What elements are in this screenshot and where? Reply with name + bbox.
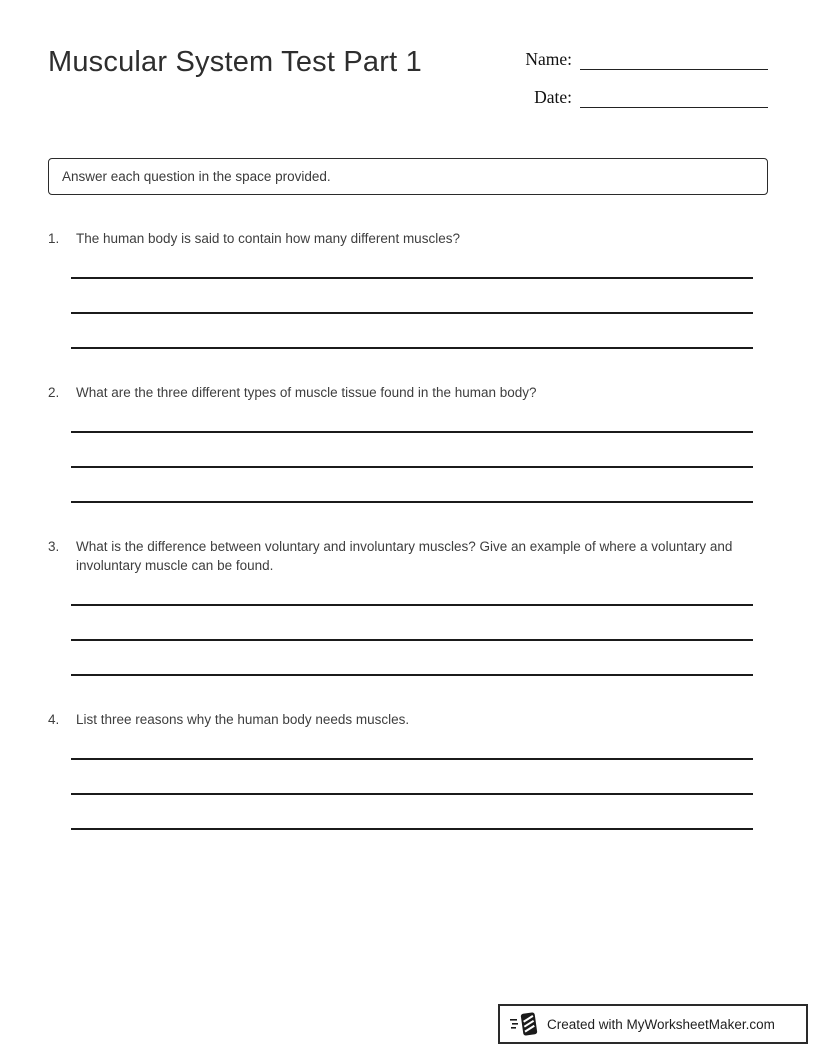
answer-line[interactable]: [71, 795, 753, 830]
name-label: Name:: [525, 49, 572, 69]
question-4: [48, 710, 753, 830]
answer-line[interactable]: [71, 760, 753, 795]
question-text: List three reasons why the human body needs muscles.: [76, 712, 410, 727]
name-date-block: [520, 46, 768, 124]
answer-line[interactable]: [71, 575, 753, 606]
answer-line[interactable]: [71, 468, 753, 503]
credit-text: Created with MyWorksheetMaker.com: [547, 1016, 775, 1032]
answer-line[interactable]: [71, 641, 753, 676]
name-input-line[interactable]: [580, 48, 768, 70]
name-row: [520, 48, 768, 70]
question-number: 1.: [48, 231, 60, 246]
question-list: [48, 229, 753, 830]
date-input-line[interactable]: [580, 86, 768, 108]
question-3: [48, 537, 753, 676]
question-text: What is the difference between voluntary and involuntary muscles? Give an example of where a voluntary and involuntary muscle can be found.: [76, 539, 733, 573]
question-3-row: [48, 537, 753, 575]
answer-line[interactable]: [71, 279, 753, 314]
header: [0, 0, 816, 124]
answer-line[interactable]: [71, 314, 753, 349]
question-2-answer-area: [71, 402, 753, 503]
date-row: [520, 86, 768, 108]
question-2: [48, 383, 753, 503]
credit-box: [498, 1004, 808, 1044]
question-3-answer-area: [71, 575, 753, 676]
answer-line[interactable]: [71, 606, 753, 641]
question-number: 2.: [48, 385, 60, 400]
question-4-answer-area: [71, 729, 753, 830]
question-number: 4.: [48, 712, 60, 727]
answer-line[interactable]: [71, 248, 753, 279]
question-1-row: [48, 229, 753, 248]
date-label: Date:: [534, 87, 572, 107]
question-4-row: [48, 710, 753, 729]
page-title: Muscular System Test Part 1: [48, 46, 422, 78]
question-text: What are the three different types of muscle tissue found in the human body?: [76, 385, 537, 400]
answer-line[interactable]: [71, 729, 753, 760]
instruction-text: Answer each question in the space provided.: [62, 169, 331, 184]
question-1: [48, 229, 753, 349]
question-2-row: [48, 383, 753, 402]
answer-line[interactable]: [71, 402, 753, 433]
question-number: 3.: [48, 539, 60, 554]
answer-line[interactable]: [71, 433, 753, 468]
question-1-answer-area: [71, 248, 753, 349]
worksheet-page-icon: [510, 1010, 540, 1038]
instruction-box: [48, 158, 768, 195]
question-text: The human body is said to contain how many different muscles?: [76, 231, 460, 246]
